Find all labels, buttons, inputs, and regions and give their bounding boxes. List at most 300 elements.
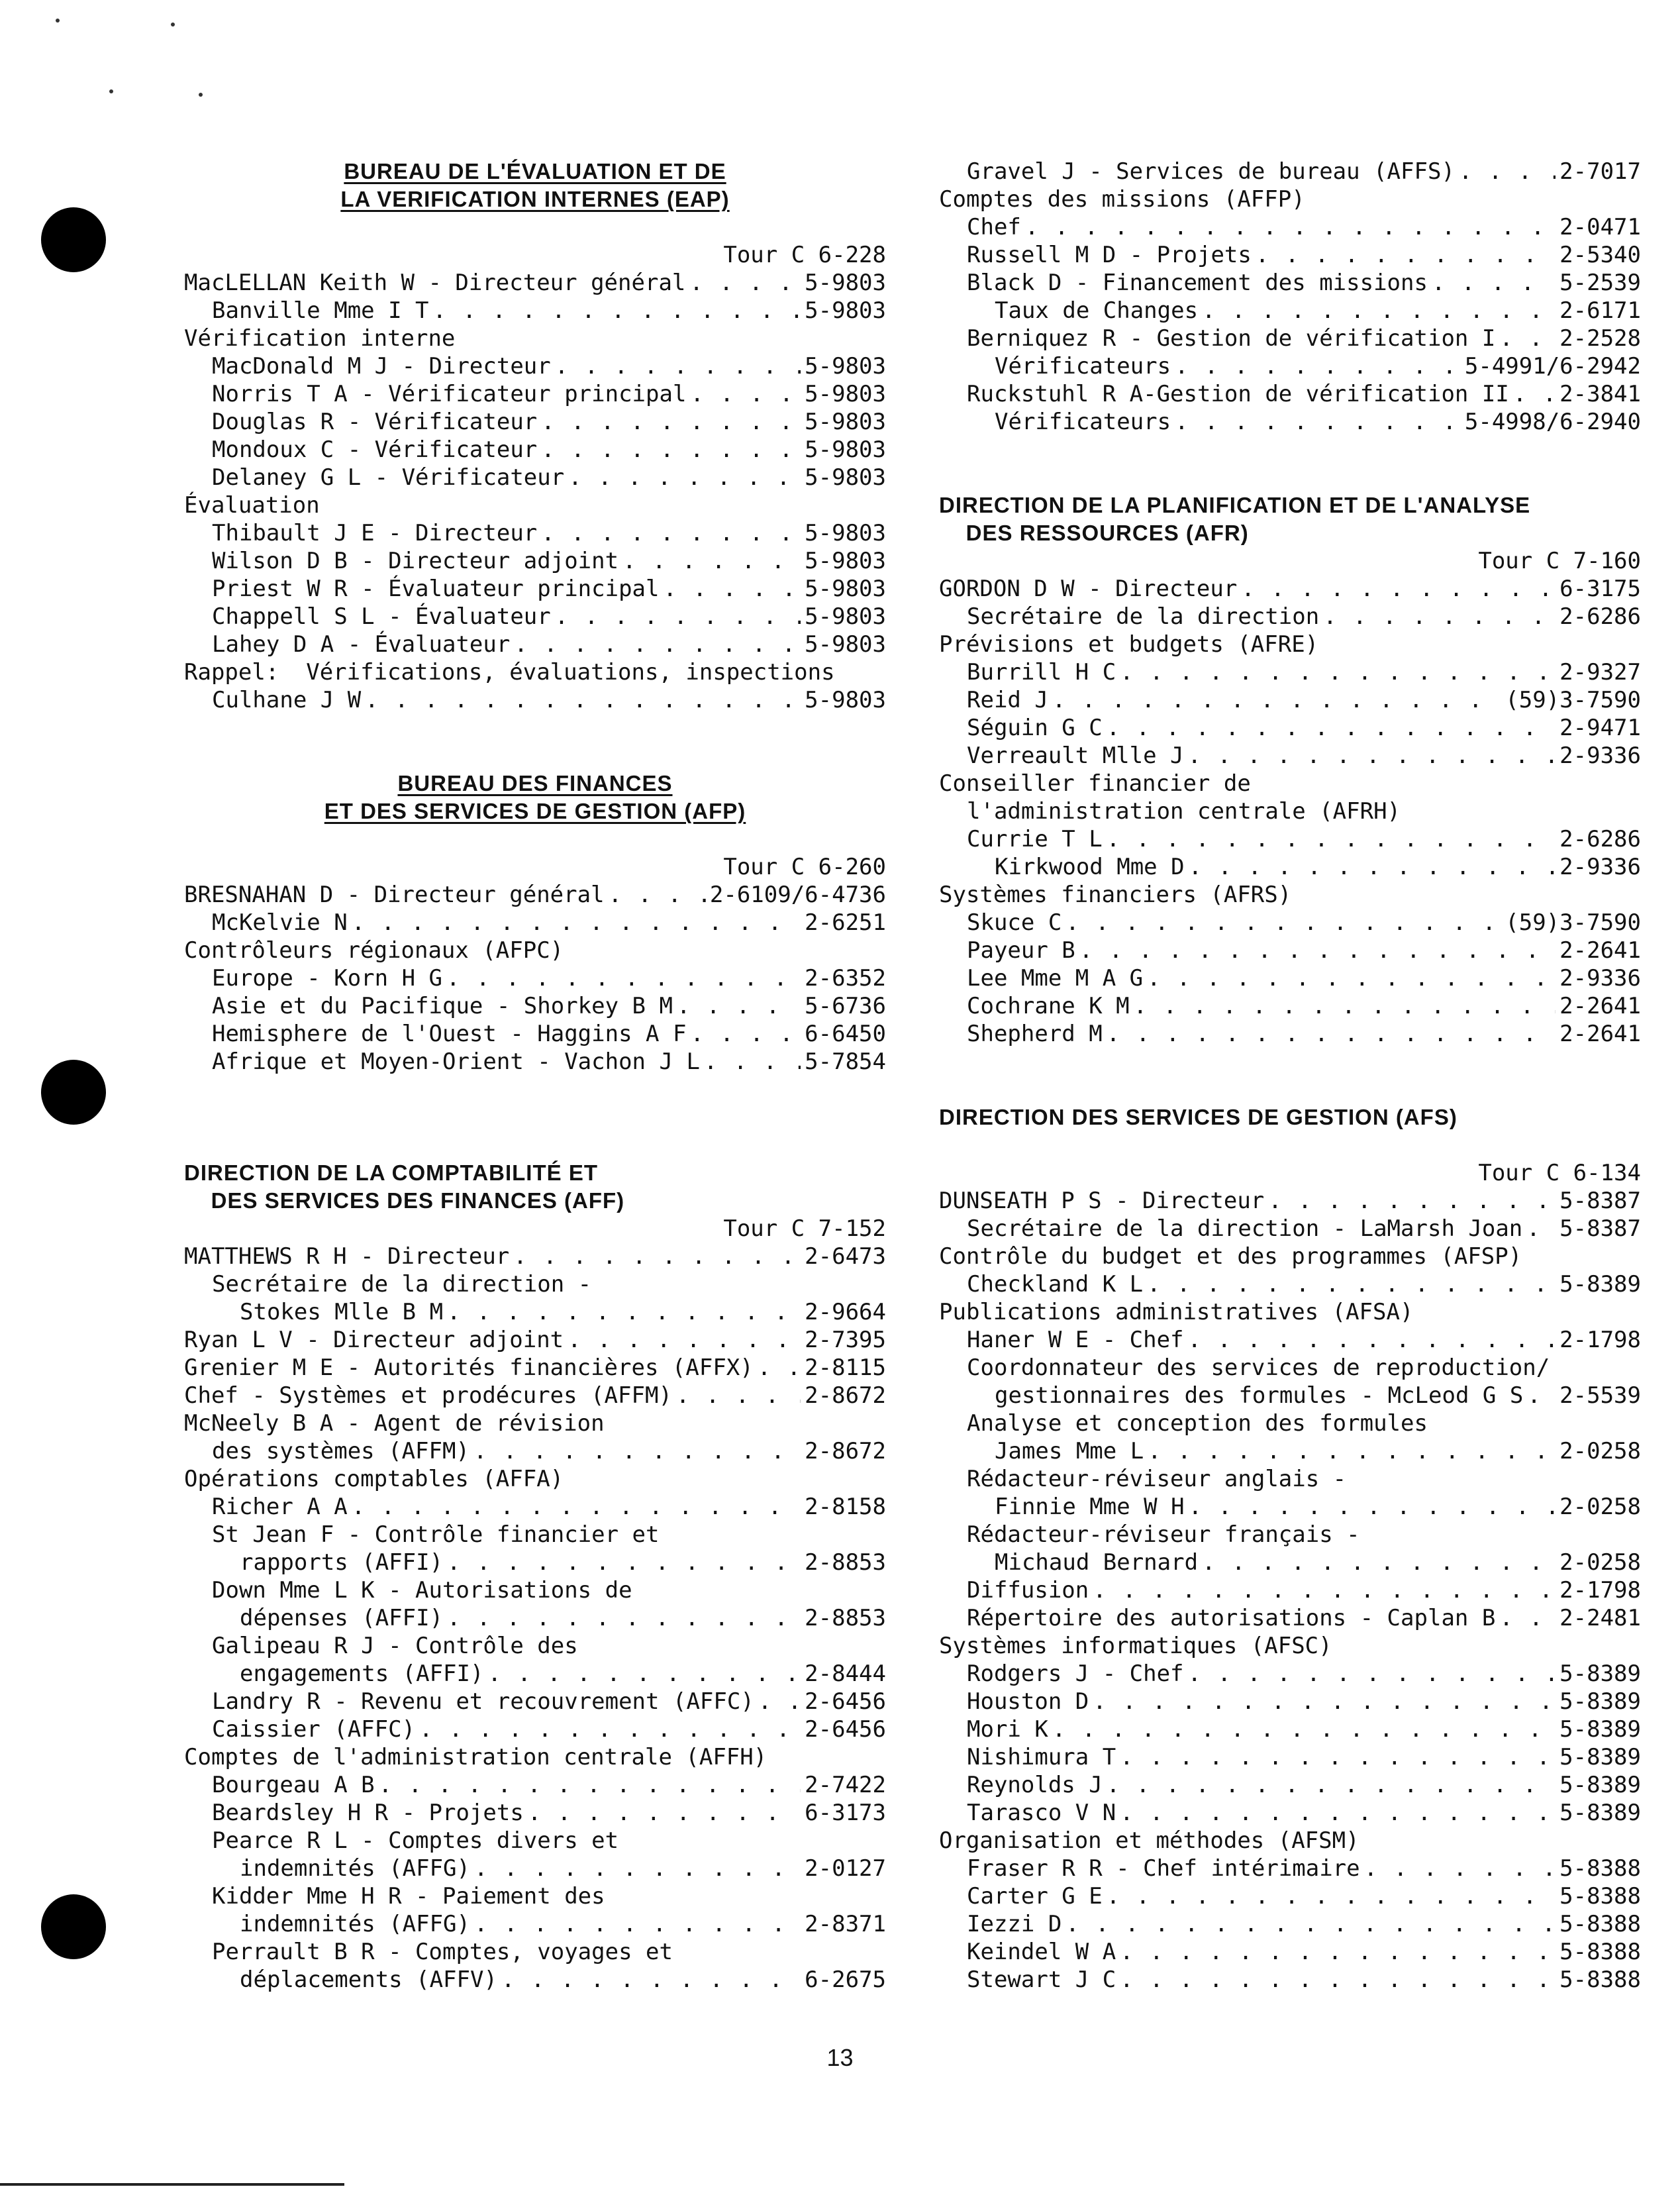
directory-subheading: Rédacteur-réviseur français - [967, 1521, 1360, 1548]
phone-extension: 6-2675 [805, 1967, 886, 1993]
spacer [184, 213, 886, 241]
dot-leader [514, 631, 801, 658]
dot-leader [541, 519, 801, 547]
directory-subheading: Rappel: Vérifications, évaluations, inspections [184, 659, 835, 686]
entry-name: Finnie Mme W H [995, 1494, 1185, 1520]
directory-entry [939, 1771, 1641, 1799]
directory-entry [184, 1771, 886, 1799]
dot-leader [609, 881, 706, 909]
dot-leader [1256, 241, 1556, 269]
entry-name: Reynolds J [967, 1772, 1103, 1798]
directory-entry [184, 603, 886, 631]
entry-name: Currie T L [967, 826, 1103, 852]
entry-name: Norris T A - Vérificateur principal [212, 381, 687, 407]
dot-leader [1107, 825, 1556, 853]
directory-entry [939, 213, 1641, 241]
dot-leader [473, 1437, 801, 1465]
section-heading [184, 1187, 886, 1215]
entry-name: Russell M D - Projets [967, 242, 1252, 268]
phone-extension: 2-6109/6-4736 [709, 882, 886, 908]
phone-extension: 2-2481 [1559, 1605, 1641, 1631]
entry-name: Stokes Mlle B M [240, 1299, 444, 1325]
spacer [184, 825, 886, 853]
directory-entry [184, 1688, 886, 1715]
phone-extension: 2-6456 [805, 1688, 886, 1715]
dot-leader [474, 1910, 801, 1938]
phone-extension: 5-9803 [805, 297, 886, 324]
entry-name: Reid J [967, 687, 1048, 713]
phone-extension: 5-4991/6-2942 [1464, 353, 1641, 380]
directory-entry [184, 1855, 886, 1882]
dot-leader [676, 1382, 801, 1409]
directory-entry [939, 1938, 1641, 1966]
location-label: Tour C 7-160 [1478, 548, 1641, 574]
dot-leader [365, 686, 801, 714]
entry-name: indemnités (AFFG) [240, 1855, 470, 1882]
directory-entry [184, 575, 886, 603]
phone-extension: 5-4998/6-2940 [1464, 409, 1641, 435]
entry-name: Secrétaire de la direction - LaMarsh Joan [967, 1215, 1523, 1242]
entry-name: rapports (AFFI) [240, 1549, 444, 1576]
entry-name: MacLELLAN Keith W - Directeur général [184, 270, 686, 296]
directory-entry [939, 1882, 1641, 1910]
phone-extension: 5-9803 [805, 548, 886, 574]
phone-extension: 5-9803 [805, 381, 886, 407]
dot-leader [1268, 1187, 1556, 1215]
phone-extension: 2-0471 [1559, 214, 1641, 240]
dot-leader [1120, 658, 1556, 686]
dot-leader [1189, 853, 1556, 881]
entry-name: Gravel J - Services de bureau (AFFS) [967, 158, 1455, 185]
scan-speck [199, 93, 203, 97]
phone-extension: 2-0258 [1559, 1494, 1641, 1520]
section-heading-text: DIRECTION DE LA COMPTABILITÉ ET [184, 1160, 598, 1185]
entry-name: Chef [967, 214, 1021, 240]
section-heading-text: DES SERVICES DES FINANCES (AFF) [184, 1188, 625, 1213]
phone-extension: (59)3-7590 [1505, 909, 1641, 936]
dot-leader [1323, 603, 1556, 631]
entry-name: des systèmes (AFFM) [212, 1438, 469, 1464]
dot-leader [1134, 992, 1556, 1020]
directory-entry [939, 1187, 1641, 1215]
phone-extension: 2-8371 [805, 1911, 886, 1937]
section-heading-text: LA VERIFICATION INTERNES (EAP) [340, 187, 730, 211]
directory-entry [184, 408, 886, 436]
dot-leader [528, 1799, 801, 1827]
entry-name: Houston D [967, 1688, 1089, 1715]
directory-subheading: l'administration centrale (AFRH) [967, 798, 1401, 825]
entry-name: GORDON D W - Directeur [939, 576, 1238, 602]
directory-entry [184, 380, 886, 408]
directory-entry [184, 1048, 886, 1076]
entry-name: Répertoire des autorisations - Caplan B [967, 1605, 1496, 1631]
dot-leader [1459, 158, 1556, 185]
dot-leader [513, 1243, 801, 1270]
phone-extension: 2-9336 [1559, 965, 1641, 992]
directory-entry [939, 909, 1641, 937]
entry-name: Iezzi D [967, 1911, 1062, 1937]
directory-entry [184, 519, 886, 547]
dot-leader [555, 352, 801, 380]
directory-subheading: Perrault B R - Comptes, voyages et [212, 1939, 673, 1965]
dot-leader [1188, 1326, 1556, 1354]
dot-leader [568, 1326, 801, 1354]
directory-subheading: Organisation et méthodes (AFSM) [939, 1827, 1359, 1854]
dot-leader [664, 575, 801, 603]
directory-subheading: Vérification interne [184, 325, 456, 352]
phone-extension: 2-6286 [1559, 603, 1641, 630]
phone-extension: 5-8389 [1559, 1271, 1641, 1298]
entry-name: Skuce C [967, 909, 1062, 936]
directory-entry [184, 269, 886, 297]
phone-extension: 2-9471 [1559, 715, 1641, 741]
phone-extension: 2-0258 [1559, 1438, 1641, 1464]
section-heading [184, 770, 886, 797]
entry-name: engagements (AFFI) [240, 1661, 484, 1687]
directory-entry [939, 1715, 1641, 1743]
directory-entry [939, 241, 1641, 269]
phone-extension: 2-8672 [805, 1438, 886, 1464]
directory-entry [939, 1549, 1641, 1576]
entry-name: Banville Mme I T [212, 297, 429, 324]
dot-leader [689, 269, 801, 297]
dot-leader [1120, 1966, 1556, 1994]
directory-subheading: Down Mme L K - Autorisations de [212, 1577, 632, 1604]
dot-leader [1107, 1771, 1556, 1799]
dot-leader [622, 547, 801, 575]
directory-entry [184, 464, 886, 491]
dot-leader [1107, 1882, 1556, 1910]
entry-name: Black D - Financement des missions [967, 270, 1428, 296]
section-heading-text: BUREAU DES FINANCES [397, 771, 673, 795]
spacer [939, 1048, 1641, 1103]
directory-entry [939, 352, 1641, 380]
spacer [184, 1131, 886, 1159]
dot-leader [1093, 1688, 1556, 1715]
entry-name: Nishimura T [967, 1744, 1116, 1770]
dot-leader [1120, 1799, 1556, 1827]
entry-name: Rodgers J - Chef [967, 1661, 1184, 1687]
right-column [939, 158, 1641, 1994]
directory-entry [184, 1298, 886, 1326]
dot-leader [1079, 937, 1556, 964]
directory-entry [939, 1660, 1641, 1688]
dot-leader [419, 1715, 801, 1743]
spacer [184, 1076, 886, 1131]
entry-name: Séguin G C [967, 715, 1103, 741]
dot-leader [1189, 1493, 1556, 1521]
dot-leader [1120, 1938, 1556, 1966]
entry-name: Vérificateurs [995, 409, 1171, 435]
section-heading-text: DES RESSOURCES (AFR) [939, 521, 1249, 545]
phone-extension: 2-7395 [805, 1327, 886, 1353]
entry-name: Ryan L V - Directeur adjoint [184, 1327, 564, 1353]
phone-extension: 2-2528 [1559, 325, 1641, 352]
dot-leader [447, 1549, 801, 1576]
dot-leader [1065, 1910, 1556, 1938]
entry-name: Hemisphere de l'Ouest - Haggins A F [212, 1021, 687, 1047]
phone-extension: 2-6352 [805, 965, 886, 992]
directory-entry [184, 352, 886, 380]
dot-leader [1147, 964, 1556, 992]
entry-name: Cochrane K M [967, 993, 1130, 1019]
entry-name: Keindel W A [967, 1939, 1116, 1965]
entry-name: Diffusion [967, 1577, 1089, 1604]
phone-extension: 5-9803 [805, 576, 886, 602]
phone-extension: 2-0127 [805, 1855, 886, 1882]
directory-entry [184, 1910, 886, 1938]
phone-extension: 5-9803 [805, 520, 886, 546]
directory-entry [184, 1020, 886, 1048]
dot-leader [758, 1688, 801, 1715]
phone-extension: 2-9664 [805, 1299, 886, 1325]
directory-entry [939, 1020, 1641, 1048]
directory-entry [184, 1799, 886, 1827]
entry-name: James Mme L [995, 1438, 1144, 1464]
directory-entry [939, 408, 1641, 436]
dot-leader [758, 1354, 801, 1382]
phone-extension: 5-2539 [1559, 270, 1641, 296]
directory-entry [939, 1493, 1641, 1521]
page-number: 13 [826, 2044, 854, 2071]
dot-leader [1107, 714, 1556, 742]
directory-entry [184, 547, 886, 575]
entry-name: Douglas R - Vérificateur [212, 409, 538, 435]
entry-name: Thibault J E - Directeur [212, 520, 538, 546]
entry-name: Carter G E [967, 1883, 1103, 1910]
directory-entry [184, 1437, 886, 1465]
directory-entry [939, 575, 1641, 603]
dot-leader [433, 297, 801, 325]
directory-entry [939, 686, 1641, 714]
phone-extension: 5-9803 [805, 353, 886, 380]
phone-extension: 5-8389 [1559, 1716, 1641, 1743]
directory-entry [939, 1576, 1641, 1604]
directory-entry [939, 1910, 1641, 1938]
directory-subheading: Analyse et conception des formules [967, 1410, 1428, 1437]
phone-extension: 6-6450 [805, 1021, 886, 1047]
entry-name: Bourgeau A B [212, 1772, 375, 1798]
phone-extension: 2-8853 [805, 1605, 886, 1631]
entry-name: MATTHEWS R H - Directeur [184, 1243, 510, 1270]
entry-name: indemnités (AFFG) [240, 1911, 470, 1937]
phone-extension: 2-1798 [1559, 1327, 1641, 1353]
phone-extension: 5-9803 [805, 687, 886, 713]
entry-name: Beardsley H R - Projets [212, 1800, 524, 1826]
directory-subheading: Galipeau R J - Contrôle des [212, 1633, 578, 1659]
phone-extension: 2-8444 [805, 1661, 886, 1687]
directory-entry [184, 1604, 886, 1632]
entry-name: Caissier (AFFC) [212, 1716, 416, 1743]
phone-extension: 2-1798 [1559, 1577, 1641, 1604]
phone-extension: 5-8387 [1559, 1188, 1641, 1214]
directory-entry [939, 1215, 1641, 1243]
directory-entry [939, 1382, 1641, 1409]
entry-name: Shepherd M [967, 1021, 1103, 1047]
phone-extension: 5-8389 [1559, 1688, 1641, 1715]
phone-extension: 2-7017 [1559, 158, 1641, 185]
dot-leader [1175, 408, 1461, 436]
phone-extension: 2-2641 [1559, 993, 1641, 1019]
dot-leader [501, 1966, 801, 1994]
entry-name: Afrique et Moyen-Orient - Vachon J L [212, 1048, 700, 1075]
phone-extension: 5-9803 [805, 603, 886, 630]
entry-name: Burrill H C [967, 659, 1116, 686]
phone-extension: 2-9336 [1559, 854, 1641, 880]
directory-entry [939, 1743, 1641, 1771]
entry-name: Grenier M E - Autorités financières (AFFX) [184, 1354, 754, 1381]
entry-name: Chef - Systèmes et prodécures (AFFM) [184, 1382, 672, 1409]
phone-extension: 5-8388 [1559, 1855, 1641, 1882]
entry-name: Wilson D B - Directeur adjoint [212, 548, 619, 574]
directory-entry [184, 1715, 886, 1743]
dot-leader [1025, 213, 1556, 241]
dot-leader [1364, 1855, 1556, 1882]
dot-leader [1188, 1660, 1556, 1688]
entry-name: Vérificateurs [995, 353, 1171, 380]
phone-extension: 5-8388 [1559, 1939, 1641, 1965]
phone-extension: (59)3-7590 [1505, 687, 1641, 713]
section-heading [939, 491, 1641, 519]
entry-name: DUNSEATH P S - Directeur [939, 1188, 1265, 1214]
directory-entry [939, 1966, 1641, 1994]
entry-name: Kirkwood Mme D [995, 854, 1185, 880]
phone-extension: 2-7422 [805, 1772, 886, 1798]
directory-entry [939, 1799, 1641, 1827]
directory-entry [184, 1660, 886, 1688]
entry-name: Landry R - Revenu et recouvrement (AFFC) [212, 1688, 754, 1715]
phone-extension: 2-8672 [805, 1382, 886, 1409]
phone-extension: 2-9327 [1559, 659, 1641, 686]
directory-entry [184, 909, 886, 937]
dot-leader [555, 603, 801, 631]
phone-extension: 5-9803 [805, 270, 886, 296]
directory-entry [184, 1354, 886, 1382]
directory-entry [184, 992, 886, 1020]
entry-name: déplacements (AFFV) [240, 1967, 497, 1993]
directory-entry [939, 1688, 1641, 1715]
directory-entry [939, 1270, 1641, 1298]
directory-entry [184, 686, 886, 714]
phone-extension: 2-5340 [1559, 242, 1641, 268]
dot-leader [1432, 269, 1556, 297]
bottom-rule [0, 2183, 344, 2186]
directory-entry [184, 1493, 886, 1521]
phone-extension: 2-6473 [805, 1243, 886, 1270]
directory-entry [939, 269, 1641, 297]
phone-extension: 2-3841 [1559, 381, 1641, 407]
directory-entry [939, 325, 1641, 352]
phone-extension: 5-8389 [1559, 1744, 1641, 1770]
scan-speck [109, 89, 113, 93]
dot-leader [487, 1660, 801, 1688]
phone-extension: 6-3175 [1559, 576, 1641, 602]
section-heading [184, 158, 886, 185]
section-heading [184, 797, 886, 825]
dot-leader [1499, 325, 1556, 352]
directory-entry [939, 742, 1641, 770]
phone-extension: 5-9803 [805, 631, 886, 658]
directory-entry [184, 436, 886, 464]
entry-name: Berniquez R - Gestion de vérification I [967, 325, 1496, 352]
directory-entry [184, 881, 886, 909]
dot-leader [447, 1604, 801, 1632]
section-heading [939, 1103, 1641, 1131]
directory-subheading: McNeely B A - Agent de révision [184, 1410, 605, 1437]
directory-entry [939, 992, 1641, 1020]
left-column [184, 158, 886, 1994]
location-label: Tour C 6-260 [723, 854, 886, 880]
dot-leader [690, 380, 801, 408]
phone-extension: 5-9803 [805, 409, 886, 435]
dot-leader [1052, 1715, 1556, 1743]
directory-entry [184, 1326, 886, 1354]
directory-entry [184, 297, 886, 325]
dot-leader [1513, 380, 1556, 408]
phone-extension: 2-8853 [805, 1549, 886, 1576]
entry-name: Europe - Korn H G [212, 965, 442, 992]
phone-extension: 6-3173 [805, 1800, 886, 1826]
dot-leader [474, 1855, 801, 1882]
dot-leader [1120, 1743, 1556, 1771]
entry-name: Payeur B [967, 937, 1075, 964]
phone-extension: 2-6171 [1559, 297, 1641, 324]
directory-subheading: Secrétaire de la direction - [212, 1271, 592, 1298]
directory-entry [939, 937, 1641, 964]
phone-extension: 5-9803 [805, 436, 886, 463]
directory-subheading: Coordonnateur des services de reproduction/ [967, 1354, 1550, 1381]
directory-entry [939, 297, 1641, 325]
directory-subheading: Pearce R L - Comptes divers et [212, 1827, 619, 1854]
entry-name: Taux de Changes [995, 297, 1199, 324]
location-label: Tour C 6-228 [723, 242, 886, 268]
dot-leader [1499, 1604, 1556, 1632]
directory-entry [939, 825, 1641, 853]
phone-extension: 2-8115 [805, 1354, 886, 1381]
directory-entry [939, 1437, 1641, 1465]
section-heading [184, 185, 886, 213]
directory-entry [939, 1326, 1641, 1354]
directory-subheading: Systèmes financiers (AFRS) [939, 882, 1292, 908]
entry-name: gestionnaires des formules - McLeod G S [995, 1382, 1524, 1409]
directory-subheading: Systèmes informatiques (AFSC) [939, 1633, 1332, 1659]
phone-extension: 2-8158 [805, 1494, 886, 1520]
directory-entry [939, 964, 1641, 992]
dot-leader [1107, 1020, 1556, 1048]
entry-name: dépenses (AFFI) [240, 1605, 444, 1631]
entry-name: Richer A A [212, 1494, 348, 1520]
dot-leader [1052, 686, 1501, 714]
entry-name: Tarasco V N [967, 1800, 1116, 1826]
entry-name: MacDonald M J - Directeur [212, 353, 551, 380]
phone-extension: 2-9336 [1559, 742, 1641, 769]
dot-leader [1065, 909, 1501, 937]
directory-entry [184, 631, 886, 658]
scan-speck [56, 19, 60, 23]
dot-leader [541, 408, 801, 436]
entry-name: Ruckstuhl R A-Gestion de vérification II [967, 381, 1509, 407]
directory-subheading: Comptes de l'administration centrale (AFFH) [184, 1744, 767, 1770]
directory-entry [939, 380, 1641, 408]
directory-subheading: Rédacteur-réviseur anglais - [967, 1466, 1347, 1492]
entry-name: McKelvie N [212, 909, 348, 936]
entry-name: Culhane J W [212, 687, 362, 713]
phone-extension: 5-8389 [1559, 1772, 1641, 1798]
punch-hole [41, 1894, 106, 1959]
phone-extension: 5-8388 [1559, 1967, 1641, 1993]
directory-subheading: Publications administratives (AFSA) [939, 1299, 1414, 1325]
phone-extension: 5-8387 [1559, 1215, 1641, 1242]
